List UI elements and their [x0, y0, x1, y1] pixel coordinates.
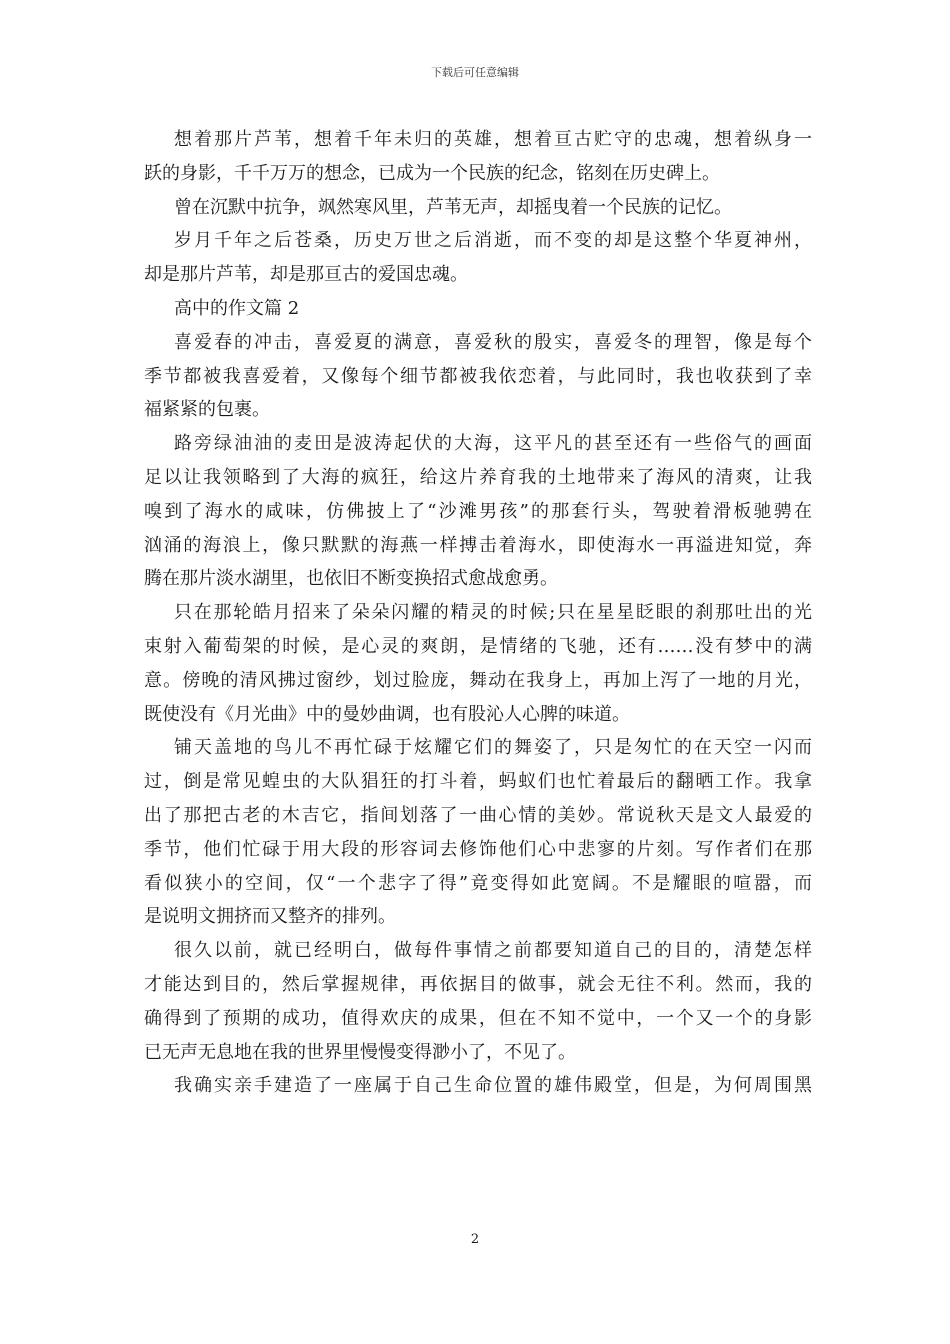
- text-line: 出了那把古老的木吉它，指间划落了一曲心情的美妙。常说秋天是文人最爱的: [144, 804, 812, 826]
- text-line: 喜爱春的冲击，喜爱夏的满意，喜爱秋的殷实，喜爱冬的理智，像是每个: [174, 331, 812, 353]
- text-line: 腾在那片淡水湖里，也依旧不断变换招式愈战愈勇。: [144, 568, 558, 590]
- text-line: 曾在沉默中抗争，飒然寒风里，芦苇无声，却摇曳着一个民族的记忆。: [174, 196, 732, 218]
- text-line: 已无声无息地在我的世界里慢慢变得渺小了，不见了。: [144, 1041, 576, 1063]
- text-line: 束射入葡萄架的时候，是心灵的爽朗，是情绪的飞驰，还有……没有梦中的满: [144, 635, 812, 657]
- text-line: 季节都被我喜爱着，又像每个细节都被我依恋着，与此同时，我也收获到了幸: [144, 365, 812, 387]
- text-line: 福紧紧的包裹。: [144, 399, 270, 421]
- text-line: 嗅到了海水的咸味，仿佛披上了“沙滩男孩”的那套行头，驾驶着滑板驰骋在: [144, 500, 812, 522]
- text-line: 跃的身影，千千万万的想念，已成为一个民族的纪念，铭刻在历史碑上。: [144, 162, 720, 184]
- page-footer: [0, 1232, 950, 1248]
- text-line: 足以让我领略到了大海的疯狂，给这片养育我的土地带来了海风的清爽，让我: [144, 466, 812, 488]
- text-line: 既使没有《月光曲》中的曼妙曲调，也有股沁人心脾的味道。: [144, 703, 630, 725]
- text-line: 想着那片芦苇，想着千年未归的英雄，想着亘古贮守的忠魂，想着纵身一: [174, 129, 812, 150]
- text-line: 路旁绿油油的麦田是波涛起伏的大海，这平凡的甚至还有一些俗气的画面: [174, 433, 812, 455]
- text-line: 却是那片芦苇，却是那亘古的爱国忠魂。: [144, 264, 468, 286]
- text-line: 我确实亲手建造了一座属于自己生命位置的雄伟殿堂，但是，为何周围黑: [174, 1075, 812, 1097]
- text-line: 高中的作文篇 2: [174, 297, 300, 319]
- text-line: 只在那轮皓月招来了朵朵闪耀的精灵的时候;只在星星眨眼的刹那吐出的光: [174, 602, 812, 624]
- text-line: 汹涌的海浪上，像只默默的海燕一样搏击着海水，即使海水一再溢进知觉，奔: [144, 534, 812, 556]
- text-line: 季节，他们忙碌于用大段的形容词去修饰他们心中悲寥的片刻。写作者们在那: [144, 838, 812, 860]
- text-line: 确得到了预期的成功，值得欢庆的成果，但在不知不觉中，一个又一个的身影: [144, 1007, 812, 1029]
- text-line: 很久以前，就已经明白，做每件事情之前都要知道自己的目的，清楚怎样: [174, 940, 812, 962]
- text-line: 铺天盖地的鸟儿不再忙碌于炫耀它们的舞姿了，只是匆忙的在天空一闪而: [174, 737, 812, 759]
- text-line: 看似狭小的空间，仅“一个悲字了得”竟变得如此宽阔。不是耀眼的喧嚣，而: [144, 872, 812, 894]
- text-line: 是说明文拥挤而又整齐的排列。: [144, 906, 396, 928]
- text-line: 过，倒是常见蝗虫的大队猖狂的打斗着，蚂蚁们也忙着最后的翻晒工作。我拿: [144, 771, 812, 793]
- text-line: 才能达到目的，然后掌握规律，再依据目的做事，就会无往不利。然而，我的: [144, 973, 812, 995]
- header-text: 下载后可任意编辑: [431, 66, 519, 79]
- page-number: 2: [470, 1232, 480, 1247]
- text-line: 意。傍晚的清风拂过窗纱，划过脸庞，舞动在我身上，再加上泻了一地的月光，: [144, 669, 812, 691]
- document-body: [144, 123, 812, 1103]
- text-line: 岁月千年之后苍桑，历史万世之后消逝，而不变的却是这整个华夏神州，: [174, 230, 812, 252]
- page-header: [0, 66, 950, 80]
